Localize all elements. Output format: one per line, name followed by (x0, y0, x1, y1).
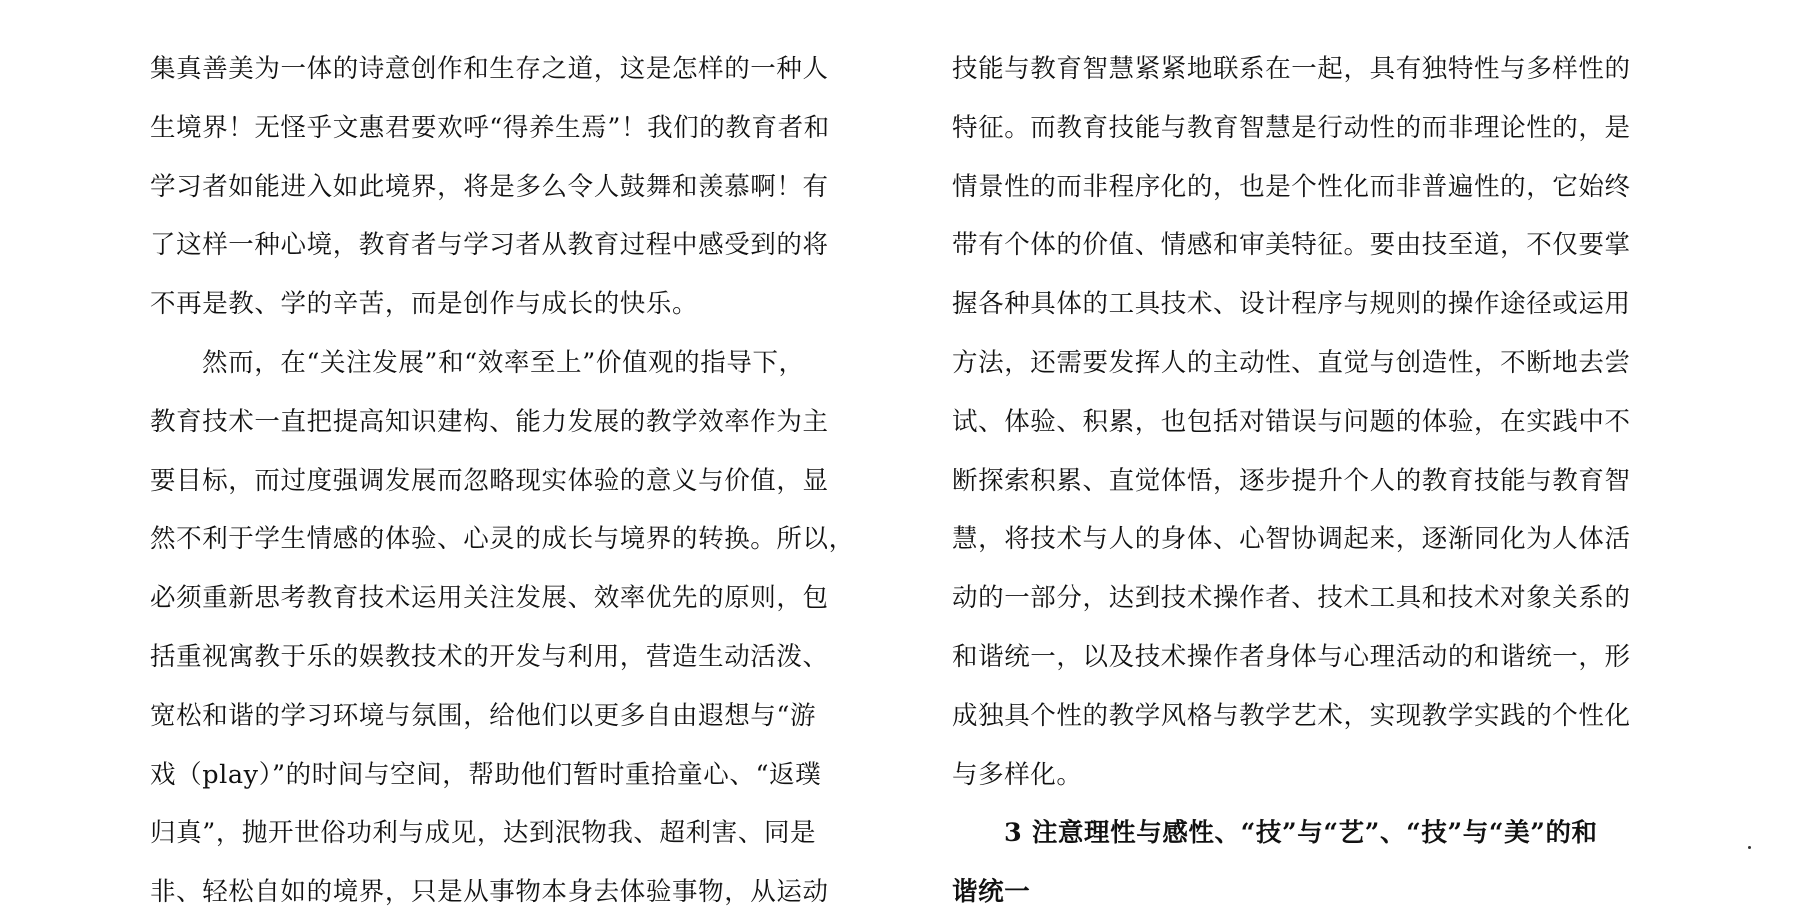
text-line: 方法，还需要发挥人的主动性、直觉与创造性，不断地去尝 (952, 347, 1631, 378)
text-line: 握各种具体的工具技术、设计程序与规则的操作途径或运用 (952, 289, 1631, 320)
text-line: 非、轻松自如的境界，只是从事物本身去体验事物，从运动 (150, 877, 829, 908)
text-line: 试、体验、积累，也包括对错误与问题的体验，在实践中不 (952, 406, 1631, 437)
text-line: 动的一部分，达到技术操作者、技术工具和技术对象关系的 (952, 583, 1631, 614)
text-line: 学习者如能进入如此境界，将是多么令人鼓舞和羡慕啊！有 (150, 171, 829, 202)
text-line: 集真善美为一体的诗意创作和生存之道，这是怎样的一种人 (150, 54, 829, 84)
text-line: 不再是教、学的辛苦，而是创作与成长的快乐。 (150, 289, 699, 320)
text-line: 括重视寓教于乐的娱教技术的开发与利用，营造生动活泼、 (150, 641, 829, 672)
text-line: 了这样一种心境，教育者与学习者从教育过程中感受到的将 (150, 230, 829, 261)
section-heading: 3 注意理性与感性、“技”与“艺”、“技”与“美”的和 (1004, 818, 1598, 849)
text-line: 必须重新思考教育技术运用关注发展、效率优先的原则，包 (150, 583, 829, 614)
text-line: 技能与教育智慧紧紧地联系在一起，具有独特性与多样性的 (952, 54, 1631, 84)
text-line: 宽松和谐的学习环境与氛围，给他们以更多自由遐想与“游 (150, 700, 817, 731)
text-line: 和谐统一，以及技术操作者身体与心理活动的和谐统一，形 (952, 641, 1631, 672)
text-line: 成独具个性的教学风格与教学艺术，实现教学实践的个性化 (952, 700, 1631, 731)
paragraph-start-line: 然而，在“关注发展”和“效率至上”价值观的指导下， (202, 347, 805, 378)
text-line: 特征。而教育技能与教育智慧是行动性的而非理论性的，是 (952, 112, 1631, 143)
right-text-column (952, 40, 1692, 922)
left-text-column (150, 40, 890, 922)
text-line: 归真”，抛开世俗功利与成见，达到泯物我、超利害、同是 (150, 818, 817, 849)
text-line: 教育技术一直把提高知识建构、能力发展的教学效率作为主 (150, 406, 829, 437)
text-line: 带有个体的价值、情感和审美特征。要由技至道，不仅要掌 (952, 230, 1631, 261)
scan-speck (1748, 846, 1751, 849)
text-line: 情景性的而非程序化的，也是个性化而非普遍性的，它始终 (952, 171, 1631, 202)
text-line: 生境界！无怪乎文惠君要欢呼“得养生焉”！我们的教育者和 (150, 112, 830, 143)
text-line: 断探索积累、直觉体悟，逐步提升个人的教育技能与教育智 (952, 465, 1631, 496)
text-line: 慧，将技术与人的身体、心智协调起来，逐渐同化为人体活 (952, 524, 1631, 555)
section-heading-continued: 谐统一 (952, 877, 1031, 908)
text-line: 要目标，而过度强调发展而忽略现实体验的意义与价值，显 (150, 465, 829, 496)
text-line: 戏（play）”的时间与空间，帮助他们暂时重拾童心、“返璞 (150, 759, 822, 790)
text-line: 与多样化。 (952, 759, 1083, 790)
text-line: 然不利于学生情感的体验、心灵的成长与境界的转换。所以， (150, 524, 855, 555)
